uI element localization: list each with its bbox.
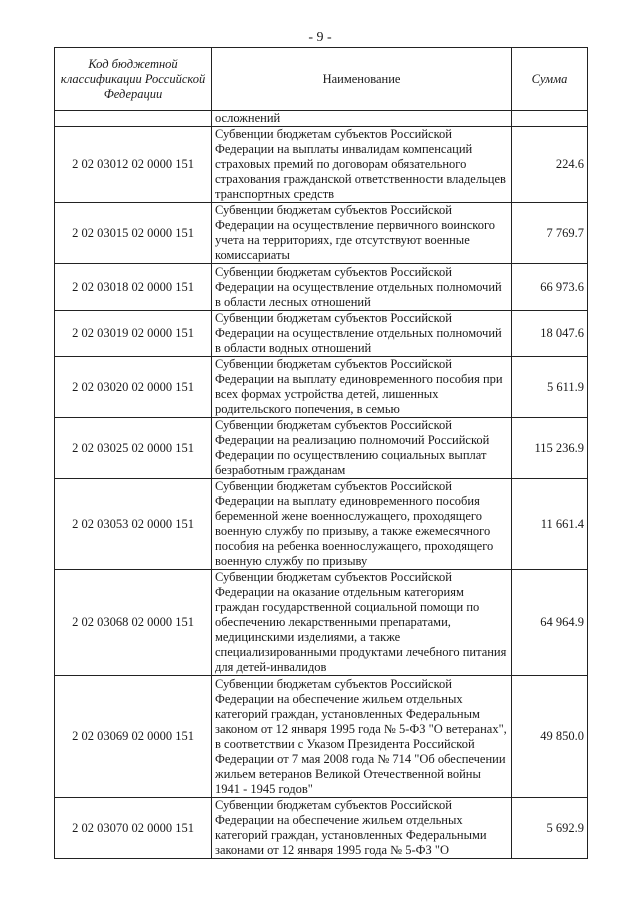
row-code: 2 02 03053 02 0000 151	[55, 479, 212, 570]
row-code: 2 02 03068 02 0000 151	[55, 570, 212, 676]
table-header-row	[55, 48, 588, 111]
row-sum: 18 047.6	[512, 311, 588, 357]
table-row	[55, 203, 588, 264]
row-sum: 5 692.9	[512, 798, 588, 859]
table-row	[55, 357, 588, 418]
row-code: 2 02 03020 02 0000 151	[55, 357, 212, 418]
row-sum: 7 769.7	[512, 203, 588, 264]
row-name: Субвенции бюджетам субъектов Российской Федерации на выплату единовременного пособия беременной жене военнослужащего, проходящего военную службу по призыву, а также ежемесячного пособия на ребенка военнослужащего, проходящего военную службу по призыву	[212, 479, 512, 570]
continuation-sum-cell	[512, 111, 588, 127]
row-name: Субвенции бюджетам субъектов Российской Федерации на реализацию полномочий Российской Федерации по осуществлению социальных выплат безработным гражданам	[212, 418, 512, 479]
table-row	[55, 570, 588, 676]
row-sum: 115 236.9	[512, 418, 588, 479]
row-name: Субвенции бюджетам субъектов Российской Федерации на осуществление отдельных полномочий в области лесных отношений	[212, 264, 512, 311]
header-code: Код бюджетной классификации Российской Федерации	[55, 48, 212, 111]
row-name: Субвенции бюджетам субъектов Российской Федерации на обеспечение жильем отдельных категорий граждан, установленных Федеральными законами от 12 января 1995 года № 5-ФЗ "О	[212, 798, 512, 859]
table-row	[55, 311, 588, 357]
row-sum: 49 850.0	[512, 676, 588, 798]
row-code: 2 02 03070 02 0000 151	[55, 798, 212, 859]
row-sum: 5 611.9	[512, 357, 588, 418]
table-row	[55, 418, 588, 479]
row-name: Субвенции бюджетам субъектов Российской Федерации на выплаты инвалидам компенсаций страховых премий по договорам обязательного страхования гражданской ответственности владельцев транспортных средств	[212, 127, 512, 203]
row-code: 2 02 03019 02 0000 151	[55, 311, 212, 357]
table-row	[55, 676, 588, 798]
page-number: - 9 -	[308, 30, 332, 45]
header-name: Наименование	[212, 48, 512, 111]
row-code: 2 02 03025 02 0000 151	[55, 418, 212, 479]
row-name: Субвенции бюджетам субъектов Российской Федерации на осуществление отдельных полномочий в области водных отношений	[212, 311, 512, 357]
continuation-row	[55, 111, 588, 127]
table-row	[55, 264, 588, 311]
row-sum: 11 661.4	[512, 479, 588, 570]
continuation-code-cell	[55, 111, 212, 127]
row-sum: 66 973.6	[512, 264, 588, 311]
row-code: 2 02 03012 02 0000 151	[55, 127, 212, 203]
row-name: Субвенции бюджетам субъектов Российской Федерации на выплату единовременного пособия при всех формах устройства детей, лишенных родительского попечения, в семью	[212, 357, 512, 418]
continuation-name-cell: осложнений	[212, 111, 512, 127]
row-code: 2 02 03069 02 0000 151	[55, 676, 212, 798]
row-name: Субвенции бюджетам субъектов Российской Федерации на обеспечение жильем отдельных категорий граждан, установленных Федеральным законом от 12 января 1995 года № 5-ФЗ "О ветеранах", в соответствии с Указом Президента Российской Федерации от 7 мая 2008 года № 714 "Об обеспечении жильем ветеранов Великой Отечественной войны 1941 - 1945 годов"	[212, 676, 512, 798]
row-sum: 64 964.9	[512, 570, 588, 676]
table-row	[55, 127, 588, 203]
row-name: Субвенции бюджетам субъектов Российской Федерации на осуществление первичного воинского учета на территориях, где отсутствуют военные комиссариаты	[212, 203, 512, 264]
table-row	[55, 798, 588, 859]
table-row	[55, 479, 588, 570]
budget-table	[54, 47, 588, 859]
header-sum: Сумма	[512, 48, 588, 111]
row-code: 2 02 03018 02 0000 151	[55, 264, 212, 311]
row-sum: 224.6	[512, 127, 588, 203]
row-code: 2 02 03015 02 0000 151	[55, 203, 212, 264]
row-name: Субвенции бюджетам субъектов Российской Федерации на оказание отдельным категориям граждан государственной социальной помощи по обеспечению лекарственными препаратами, медицинскими изделиями, а также специализированными продуктами лечебного питания для детей-инвалидов	[212, 570, 512, 676]
